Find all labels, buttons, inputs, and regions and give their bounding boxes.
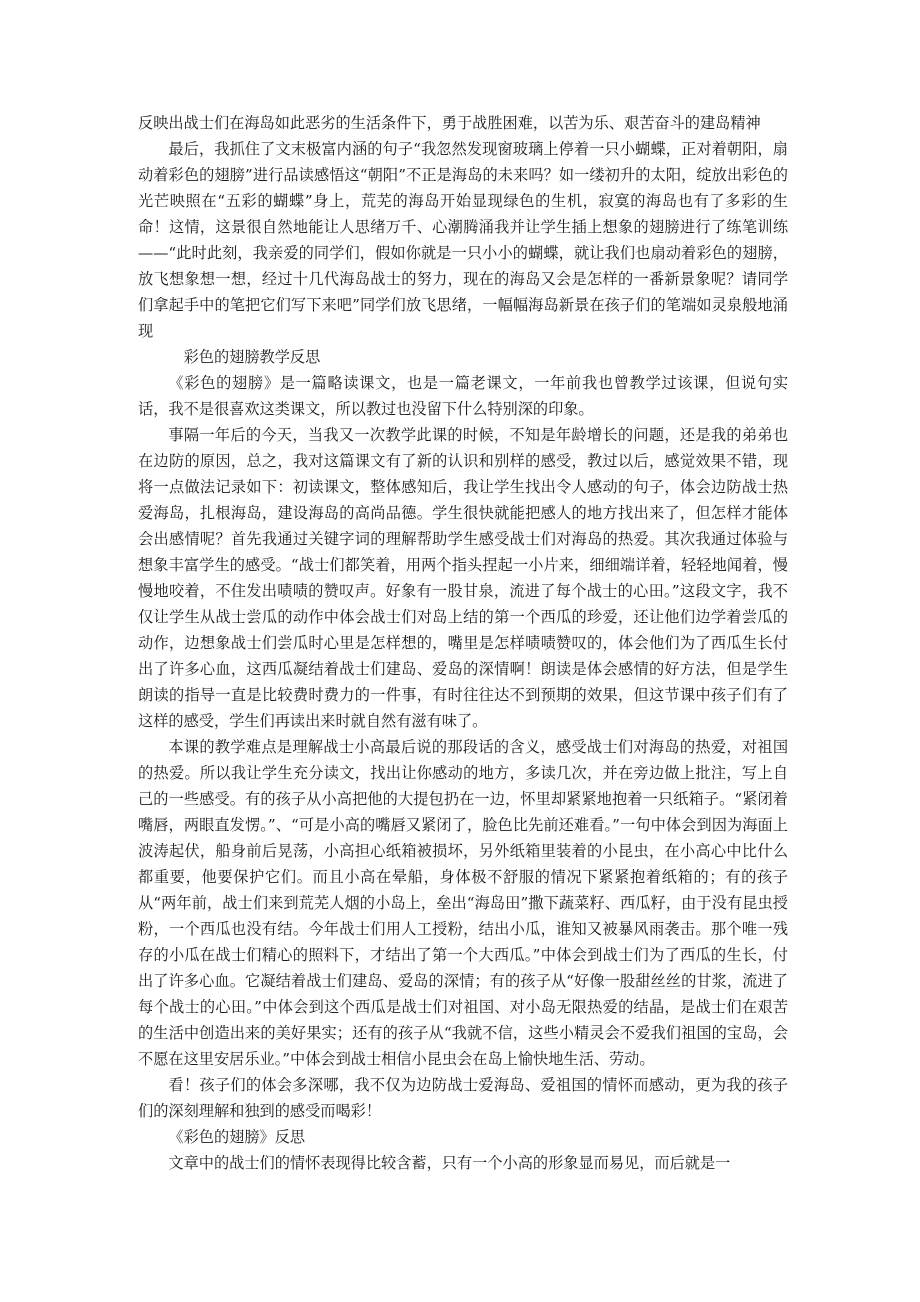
paragraph-continuation: 反映出战士们在海岛如此恶劣的生活条件下，勇于战胜困难，以苦为乐、艰苦奋斗的建岛精神	[138, 114, 761, 132]
paragraph-difficulty: 本课的教学难点是理解战士小高最后说的那段话的含义，感受战士们对海岛的热爱，对祖国的热爱。所以我让学生充分读文，找出让你感动的地方，多读几次，并在旁边做上批注，写上自己的一些感受。有的孩子从小高把他的大提包扔在一边，怀里却紧紧地抱着一只纸箱子。“紧闭着嘴唇，两眼直发愣。”、“可是小高的嘴唇又紧闭了，脸色比先前还难看。”一句中体会到因为海面上波涛起伏，船身前后晃荡，小高担心纸箱被损坏，另外纸箱里装着的小昆虫，在小高心中比什么都重要，他要保护它们。而且小高在晕船，身体极不舒服的情况下紧紧抱着纸箱的；有的孩子从“两年前，战士们来到荒芜人烟的小岛上，垒出“海岛田”撒下蔬菜籽、西瓜籽，由于没有昆虫授粉，一个西瓜也没有结。今年战士们用人工授粉，结出小瓜，谁知又被暴风雨袭击。那个唯一残存的小瓜在战士们精心的照料下，才结出了第一个大西瓜。”中体会到战士们为了西瓜的生长，付出了许多心血。它凝结着战士们建岛、爱岛的深情；有的孩子从“好像一股甜丝丝的甘浆，流进了每个战士的心田。”中体会到这个西瓜是战士们对祖国、对小岛无限热爱的结晶，是战士们在艰苦的生活中创造出来的美好果实；还有的孩子从“我就不信，这些小精灵会不爱我们祖国的宝岛，会不愿在这里安居乐业。”中体会到战士相信小昆虫会在岛上愉快地生活、劳动。	[138, 738, 788, 1068]
section-title-reflection: 彩色的翅膀教学反思	[183, 348, 321, 366]
paragraph-final: 文章中的战士们的情怀表现得比较含蓄，只有一个小高的形象显而易见，而后就是一	[168, 1154, 731, 1172]
paragraph-conclusion: 看！孩子们的体会多深哪，我不仅为边防战士爱海岛、爱祖国的情怀而感动，更为我的孩子们的深刻理解和独到的感受而喝彩！	[138, 1076, 788, 1120]
section-title-second-reflection: 《彩色的翅膀》反思	[168, 1128, 306, 1146]
paragraph-butterfly-writing: 最后，我抓住了文末极富内涵的句子“我忽然发现窗玻璃上停着一只小蝴蝶，正对着朝阳，扇动着彩色的翅膀”进行品读感悟这“朝阳”不正是海岛的未来吗？如一缕初升的太阳，绽放出彩色的光芒映照在“五彩的蝴蝶”身上，荒芜的海岛开始显现绿色的生机，寂寞的海岛也有了多彩的生命！这情，这景很自然地能让人思绪万千、心潮腾涌我并让学生插上想象的翅膀进行了练笔训练——“此时此刻，我亲爱的同学们，假如你就是一只小小的蝴蝶，就让我们也扇动着彩色的翅膀，放飞想象想一想，经过十几代海岛战士的努力，现在的海岛又会是怎样的一番新景象呢？请同学们拿起手中的笔把它们写下来吧”同学们放飞思绪，一幅幅海岛新景在孩子们的笔端如灵泉般地涌现	[138, 140, 788, 340]
paragraph-method: 事隔一年后的今天，当我又一次教学此课的时候，不知是年龄增长的问题，还是我的弟弟也在边防的原因，总之，我对这篇课文有了新的认识和别样的感受，教过以后，感觉效果不错，现将一点做法记录如下：初读课文，整体感知后，我让学生找出令人感动的句子，体会边防战士热爱海岛，扎根海岛，建设海岛的高尚品德。学生很快就能把感人的地方找出来了，但怎样才能体会出感情呢？首先我通过关键字词的理解帮助学生感受战士们对海岛的热爱。其次我通过体验与想象丰富学生的感受。“战士们都笑着，用两个指头捏起一小片来，细细端详着，轻轻地闻着，慢慢地咬着，不住发出啧啧的赞叹声。好象有一股甘泉，流进了每个战士的心田。”这段文字，我不仅让学生从战士尝瓜的动作中体会战士们对岛上结的第一个西瓜的珍爱，还让他们边学着尝瓜的动作，边想象战士们尝瓜时心里是怎样想的，嘴里是怎样啧啧赞叹的，体会他们为了西瓜生长付出了许多心血，这西瓜凝结着战士们建岛、爱岛的深情啊！朗读是体会感情的好方法，但是学生朗读的指导一直是比较费时费力的一件事，有时往往达不到预期的效果，但这节课中孩子们有了这样的感受，学生们再读出来时就自然有滋有味了。	[138, 426, 788, 730]
paragraph-intro: 《彩色的翅膀》是一篇略读课文，也是一篇老课文，一年前我也曾教学过该课，但说句实话，我不是很喜欢这类课文，所以教过也没留下什么特别深的印象。	[138, 374, 788, 418]
document-body	[138, 110, 788, 1176]
